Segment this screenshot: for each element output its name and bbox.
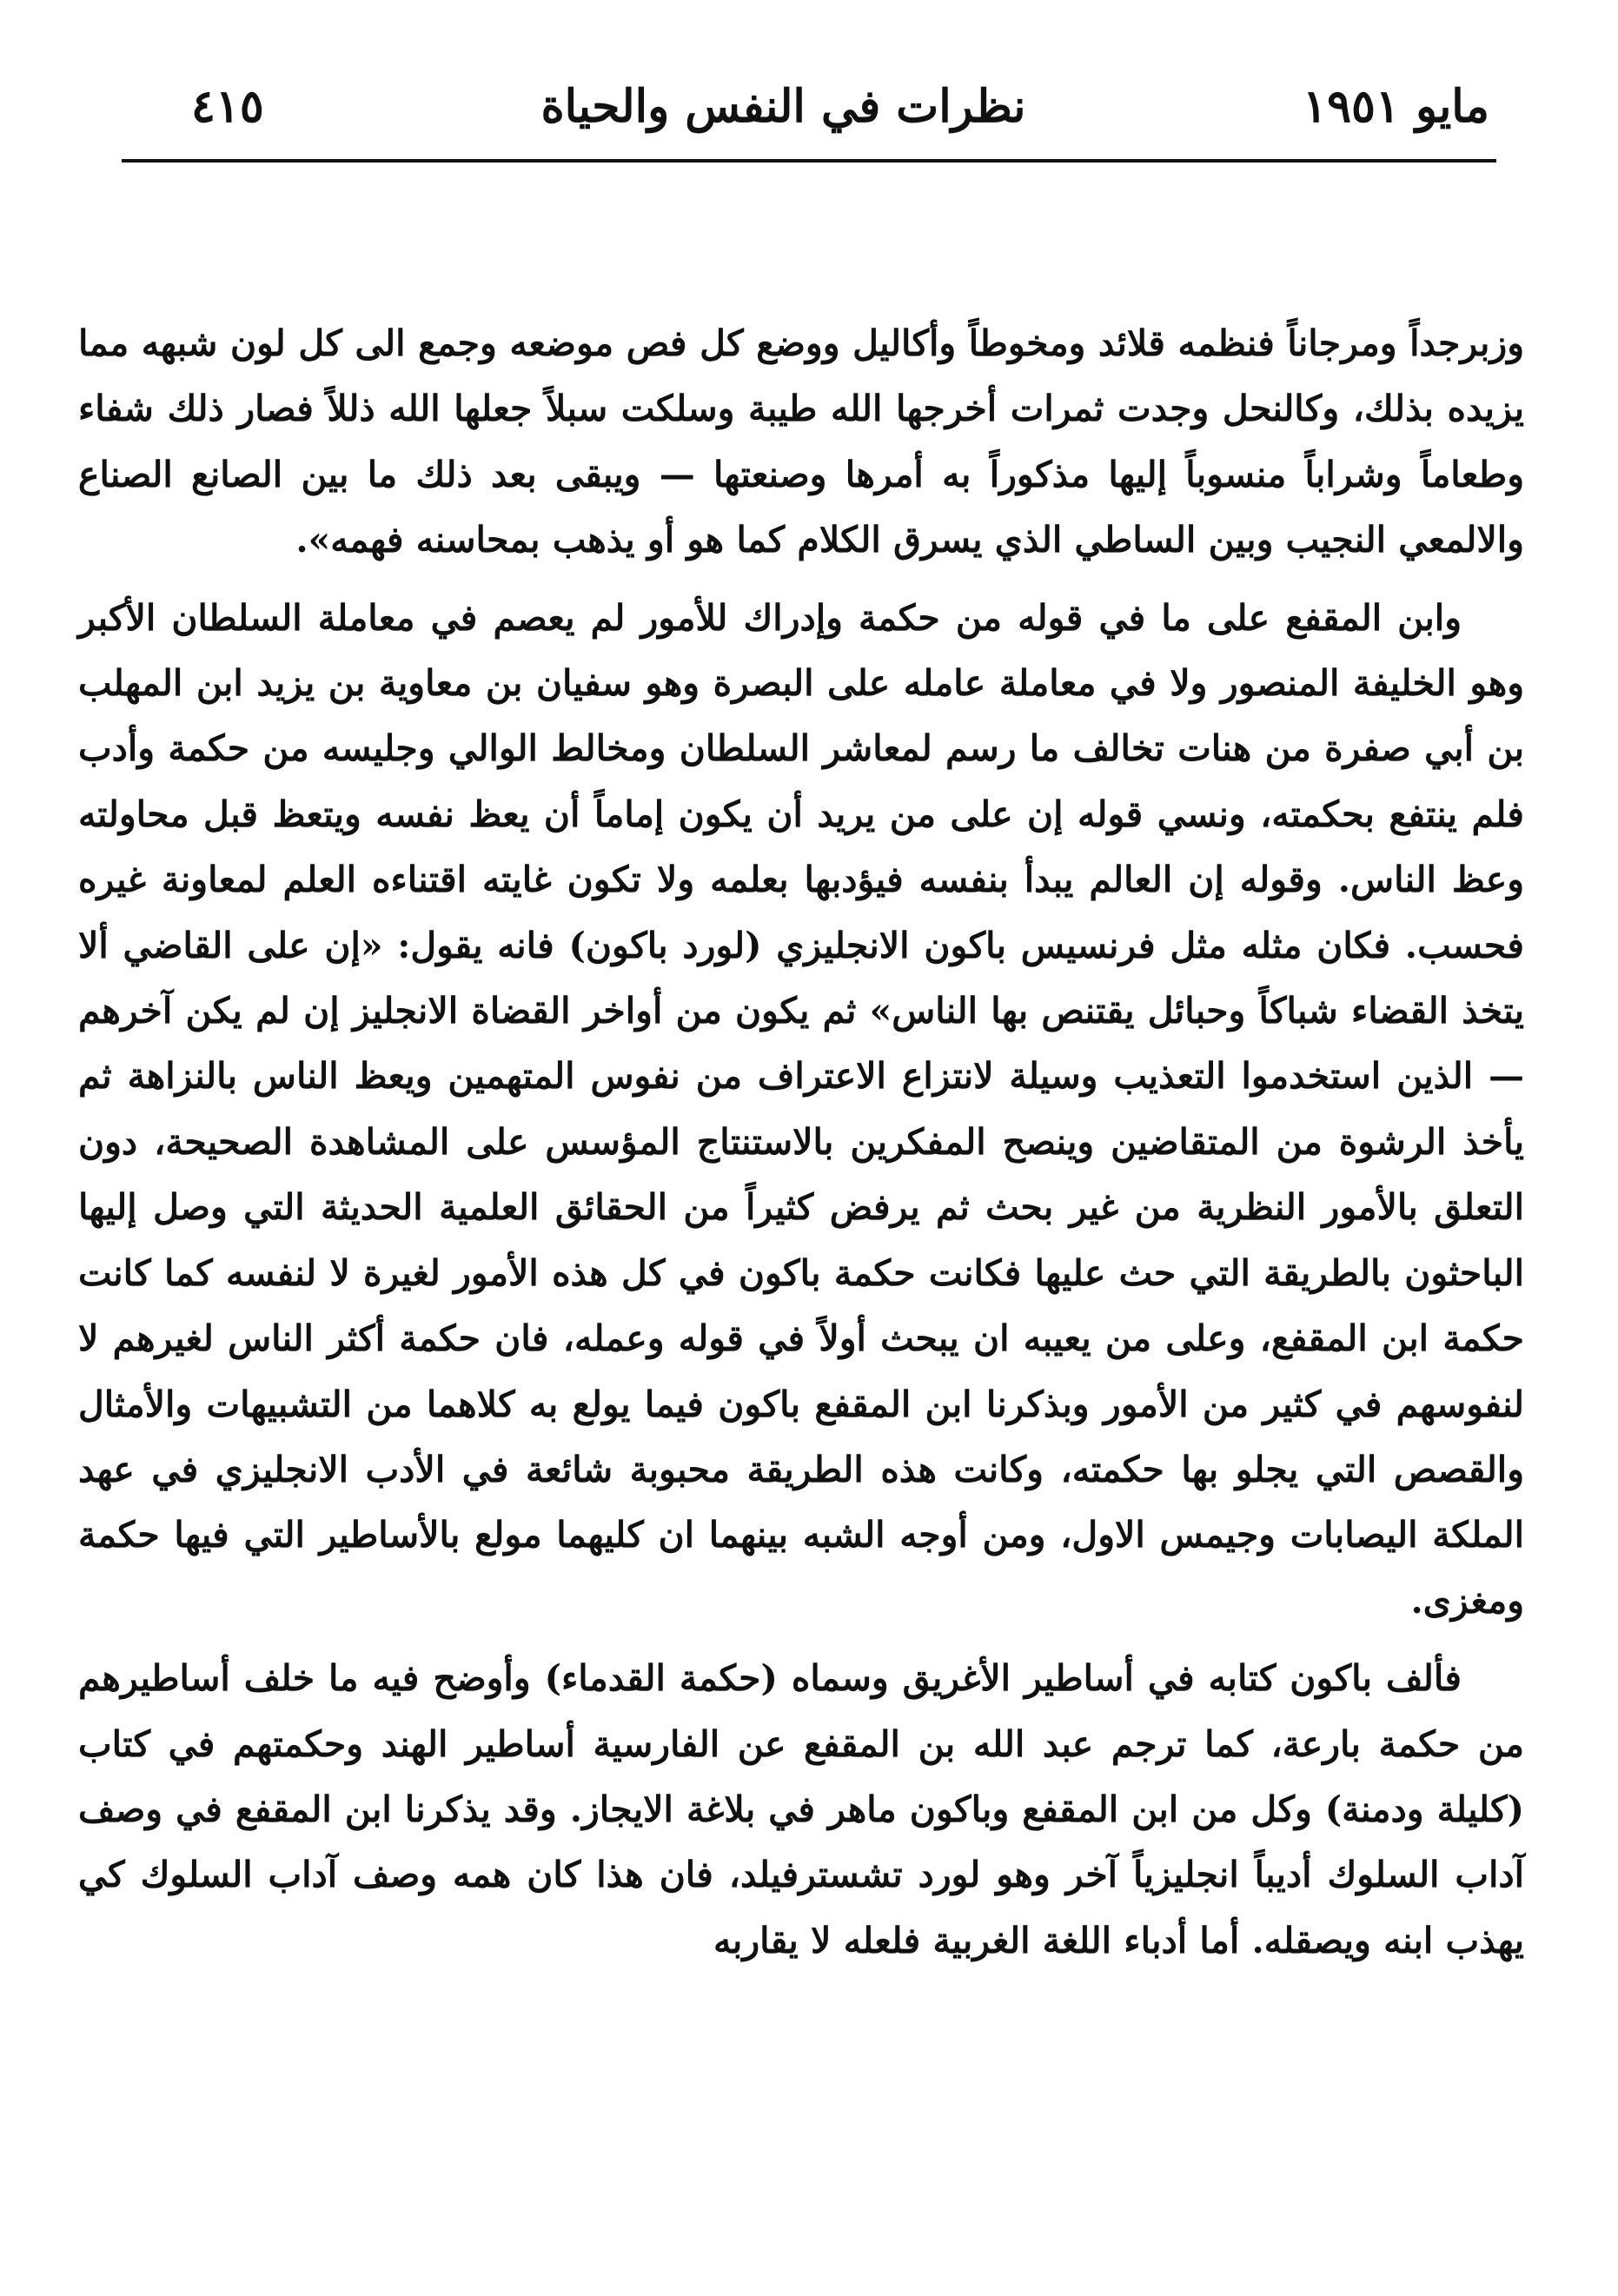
header-title: نظرات في النفس والحياة	[540, 79, 1026, 133]
running-header	[191, 71, 1489, 141]
body-text	[78, 311, 1524, 1974]
page-number: ٤١٥	[191, 79, 264, 133]
header-date: مايو ١٩٥١	[1303, 79, 1489, 133]
header-rule	[122, 159, 1496, 163]
paragraph-3: فألف باكون كتابه في أساطير الأغريق وسماه (حكمة القدماء) وأوضح فيه ما خلف أساطيرهم من حكمة بارعة، كما ترجم عبد الله بن المقفع عن الفارسية أساطير الهند وحكمتهم في كتاب (كليلة ودمنة) وكل من ابن المقفع وباكون ماهر في بلاغة الايجاز. وقد يذكرنا ابن المقفع في وصف آداب السلوك أديباً انجليزياً آخر وهو لورد تشسترفيلد، فان هذا كان همه وصف آداب السلوك كي يهذب ابنه ويصقله. أما أدباء اللغة الغربية فلعله لا يقاربه	[78, 1657, 1524, 1961]
paragraph-2: وابن المقفع على ما في قوله من حكمة وإدراك للأمور لم يعصم في معاملة السلطان الأكبر وهو الخليفة المنصور ولا في معاملة عامله على البصرة وهو سفيان بن معاوية بن يزيد ابن المهلب بن أبي صفرة من هنات تخالف ما رسم لمعاشر السلطان ومخالط الوالي وجليسه من حكمة وأدب فلم ينتفع بحكمته، ونسي قوله إن على من يريد أن يكون إماماً أن يعظ نفسه ويتعظ قبل محاولته وعظ الناس. وقوله إن العالم يبدأ بنفسه فيؤدبها بعلمه ولا تكون غايته اقتناءه العلم لمعاونة غيره فحسب. فكان مثله مثل فرنسيس باكون الانجليزي (لورد باكون) فانه يقول: «إن على القاضي ألا يتخذ القضاء شباكاً وحبائل يقتنص بها الناس» ثم يكون من أواخر القضاة الانجليز إن لم يكن آخرهم — الذين استخدموا التعذيب وسيلة لانتزاع الاعتراف من نفوس المتهمين ويعظ الناس بالنزاهة ثم يأخذ الرشوة من المتقاضين وينصح المفكرين بالاستنتاج المؤسس على المشاهدة الصحيحة، دون التعلق بالأمور النظرية من غير بحث ثم يرفض كثيراً من الحقائق العلمية الحديثة التي وصل إليها الباحثون بالطريقة التي حث عليها فكانت حكمة باكون في كل هذه الأمور لغيرة لا لنفسه كما كانت حكمة ابن المقفع، وعلى من يعيبه ان يبحث أولاً في قوله وعمله، فان حكمة أكثر الناس لغيرهم لا لنفوسهم في كثير من الأمور وبذكرنا ابن المقفع باكون فيما يولع به كلاهما من التشبيهات والأمثال والقصص التي يجلو بها حكمته، وكانت هذه الطريقة محبوبة شائعة في الأدب الانجليزي في عهد الملكة اليصابات وجيمس الاول، ومن أوجه الشبه بينهما ان كليهما مولع بالأساطير التي فيها حكمة ومغزى.	[78, 596, 1524, 1622]
paragraph-1: وزبرجداً ومرجاناً فنظمه قلائد ومخوطاً وأكاليل ووضع كل فص موضعه وجمع الى كل لون شبهه مما يزيده بذلك، وكالنحل وجدت ثمرات أخرجها الله طيبة وسلكت سبلاً جعلها الله ذللاً فصار ذلك شفاء وطعاماً وشراباً منسوباً إليها مذكوراً به أمرها وصنعتها — ويبقى بعد ذلك ما بين الصانع الصناع والالمعي النجيب وبين الساطي الذي يسرق الكلام كما هو أو يذهب بمحاسنه فهمه».	[78, 322, 1524, 561]
